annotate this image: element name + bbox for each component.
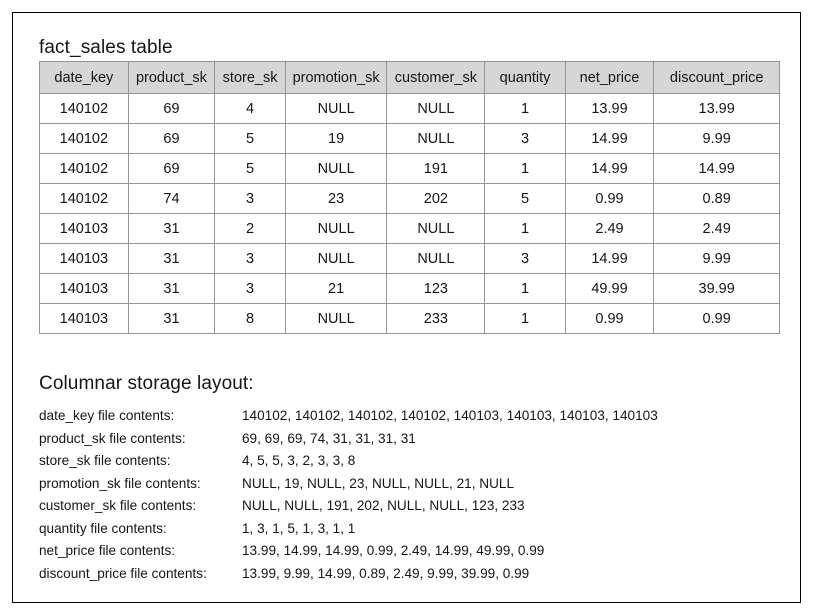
table-cell: 123	[387, 274, 485, 304]
table-cell: 140103	[40, 274, 129, 304]
columnar-line-label: quantity file contents:	[39, 520, 167, 536]
table-cell: 140102	[40, 184, 129, 214]
table-cell: 3	[215, 244, 286, 274]
table-cell: 31	[128, 274, 215, 304]
table-cell: 140103	[40, 214, 129, 244]
table-cell: NULL	[285, 94, 386, 124]
columnar-line-label: product_sk file contents:	[39, 430, 186, 446]
columnar-line	[39, 495, 769, 518]
table-column-header: product_sk	[128, 62, 215, 94]
columnar-line	[39, 405, 769, 428]
table-cell: 31	[128, 304, 215, 334]
table-cell: NULL	[285, 244, 386, 274]
table-column-header: customer_sk	[387, 62, 485, 94]
table-cell: 4	[215, 94, 286, 124]
table-cell: 8	[215, 304, 286, 334]
table-cell: 69	[128, 94, 215, 124]
table-cell: 14.99	[565, 244, 654, 274]
table-column-header: promotion_sk	[285, 62, 386, 94]
table-cell: 74	[128, 184, 215, 214]
table-cell: 202	[387, 184, 485, 214]
table-row	[40, 184, 780, 214]
table-row	[40, 124, 780, 154]
table-row	[40, 214, 780, 244]
table-cell: 5	[215, 154, 286, 184]
table-row	[40, 154, 780, 184]
table-cell: NULL	[387, 214, 485, 244]
table-header-row	[40, 62, 780, 94]
table-column-header: net_price	[565, 62, 654, 94]
columnar-line-values: 69, 69, 69, 74, 31, 31, 31, 31	[242, 430, 416, 446]
columnar-line-label: promotion_sk file contents:	[39, 475, 201, 491]
table-cell: 0.99	[654, 304, 780, 334]
columnar-line-values: 13.99, 9.99, 14.99, 0.89, 2.49, 9.99, 39.99, 0.99	[242, 565, 530, 581]
table-cell: 233	[387, 304, 485, 334]
table-cell: NULL	[387, 244, 485, 274]
table-cell: 1	[485, 214, 565, 244]
table-cell: 5	[215, 124, 286, 154]
table-cell: 31	[128, 214, 215, 244]
columnar-line	[39, 450, 769, 473]
table-cell: 2.49	[565, 214, 654, 244]
table-column-header: quantity	[485, 62, 565, 94]
table-cell: 21	[285, 274, 386, 304]
table-cell: NULL	[285, 154, 386, 184]
table-cell: 1	[485, 274, 565, 304]
columnar-line-values: NULL, 19, NULL, 23, NULL, NULL, 21, NULL	[242, 475, 515, 491]
columnar-line	[39, 540, 769, 563]
table-cell: NULL	[285, 304, 386, 334]
table-cell: 3	[215, 184, 286, 214]
fact-sales-title: fact_sales table	[39, 37, 173, 58]
columnar-line-label: date_key file contents:	[39, 408, 175, 423]
table-cell: 9.99	[654, 244, 780, 274]
fact-sales-table	[39, 61, 780, 334]
table-cell: 14.99	[565, 154, 654, 184]
columnar-storage-list	[39, 405, 769, 585]
table-cell: 19	[285, 124, 386, 154]
table-cell: 14.99	[565, 124, 654, 154]
table-cell: 140102	[40, 154, 129, 184]
columnar-line-label: discount_price file contents:	[39, 565, 207, 581]
table-cell: 2	[215, 214, 286, 244]
table-cell: 14.99	[654, 154, 780, 184]
table-row	[40, 94, 780, 124]
table-cell: NULL	[387, 94, 485, 124]
table-cell: 69	[128, 124, 215, 154]
table-cell: 1	[485, 94, 565, 124]
columnar-line-values: 1, 3, 1, 5, 1, 3, 1, 1	[242, 520, 356, 536]
table-cell: 9.99	[654, 124, 780, 154]
table-cell: 3	[215, 274, 286, 304]
columnar-storage-title: Columnar storage layout:	[39, 373, 254, 394]
table-column-header: date_key	[40, 62, 129, 94]
table-cell: NULL	[387, 124, 485, 154]
columnar-line	[39, 563, 769, 586]
table-cell: 13.99	[565, 94, 654, 124]
table-cell: 191	[387, 154, 485, 184]
table-cell: 3	[485, 244, 565, 274]
table-cell: 49.99	[565, 274, 654, 304]
columnar-line-values: 4, 5, 5, 3, 2, 3, 3, 8	[242, 453, 356, 468]
columnar-line-values: 140102, 140102, 140102, 140102, 140103, 140103, 140103, 140103	[242, 408, 658, 423]
table-cell: 0.99	[565, 184, 654, 214]
table-cell: 1	[485, 154, 565, 184]
table-cell: 13.99	[654, 94, 780, 124]
table-cell: 0.99	[565, 304, 654, 334]
table-cell: 5	[485, 184, 565, 214]
columnar-line	[39, 428, 769, 451]
columnar-line-values: NULL, NULL, 191, 202, NULL, NULL, 123, 233	[242, 498, 525, 513]
columnar-line	[39, 518, 769, 541]
table-cell: 140102	[40, 124, 129, 154]
columnar-line-label: customer_sk file contents:	[39, 498, 197, 513]
columnar-line-label: store_sk file contents:	[39, 453, 171, 468]
table-cell: 140103	[40, 244, 129, 274]
table-cell: 0.89	[654, 184, 780, 214]
table-cell: NULL	[285, 214, 386, 244]
table-cell: 140102	[40, 94, 129, 124]
table-cell: 39.99	[654, 274, 780, 304]
columnar-line-label: net_price file contents:	[39, 543, 176, 558]
table-row	[40, 304, 780, 334]
table-cell: 3	[485, 124, 565, 154]
columnar-line-values: 13.99, 14.99, 14.99, 0.99, 2.49, 14.99, 49.99, 0.99	[242, 543, 545, 558]
table-cell: 23	[285, 184, 386, 214]
table-cell: 2.49	[654, 214, 780, 244]
table-row	[40, 274, 780, 304]
table-cell: 1	[485, 304, 565, 334]
figure-frame	[12, 12, 801, 603]
table-cell: 140103	[40, 304, 129, 334]
columnar-line	[39, 473, 769, 496]
table-cell: 69	[128, 154, 215, 184]
table-cell: 31	[128, 244, 215, 274]
table-column-header: discount_price	[654, 62, 780, 94]
table-column-header: store_sk	[215, 62, 286, 94]
table-row	[40, 244, 780, 274]
